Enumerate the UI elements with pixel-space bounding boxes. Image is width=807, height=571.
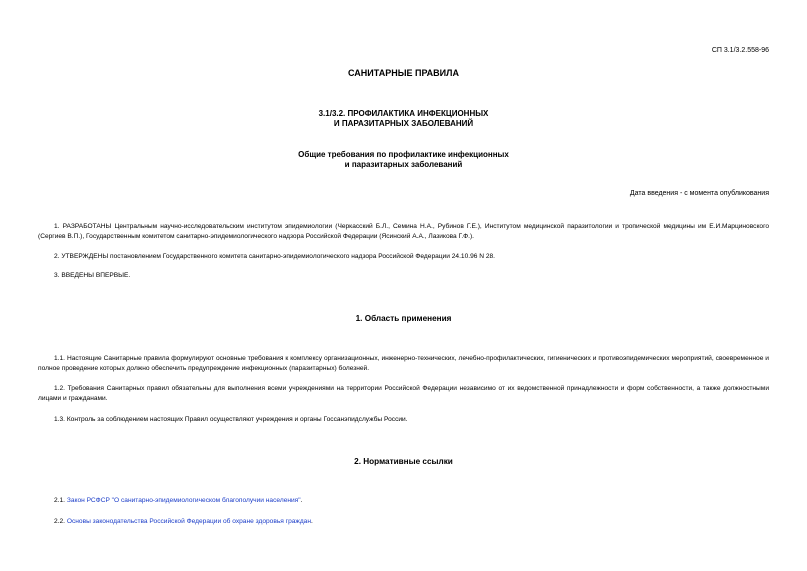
intro-date: Дата введения - с момента опубликования (629, 190, 769, 197)
paragraph-introduced: 3. ВВЕДЕНЫ ВПЕРВЫЕ. (54, 272, 131, 279)
reference-2-2-end: . (310, 518, 313, 525)
paragraph-1-3: 1.3. Контроль за соблюдением настоящих Правил осуществляют учреждения и органы Госсанэпидслужбы России. (54, 416, 408, 423)
document-id: СП 3.1/3.2.558-96 (711, 47, 769, 54)
reference-2-1-number: 2.1. (54, 497, 65, 504)
reference-2-2 (38, 517, 769, 527)
section-2-title: 2. Нормативные ссылки (354, 457, 453, 466)
paragraph-1-2: 1.2. Требования Санитарных правил обязательны для выполнения всеми учреждениями на территории Российской Федерации независимо от их ведомственной принадлежности и форм собственности, а также должностными лицами и гражданами. (38, 385, 769, 402)
doc-subtitle-line2: И ПАРАЗИТАРНЫХ ЗАБОЛЕВАНИЙ (333, 119, 474, 128)
reference-2-1-link[interactable]: Закон РСФСР "О санитарно-эпидемиологическом благополучии населения" (66, 497, 301, 504)
reference-2-2-number: 2.2. (54, 518, 65, 525)
paragraph-1-1: 1.1. Настоящие Санитарные правила формулируют основные требования к комплексу организационных, инженерно-технических, лечебно-профилактических, гигиенических и противоэпидемических мероприятий, своевременное и полное проведение которых должно обеспечить предупреждение инфекционных (паразитарных) болезней. (38, 355, 769, 372)
paragraph-approved: 2. УТВЕРЖДЕНЫ постановлением Государственного комитета санитарно-эпидемиологического надзора Российской Федерации 24.10.96 N 28. (54, 253, 496, 260)
doc-heading (0, 150, 807, 170)
paragraph-developed: 1. РАЗРАБОТАНЫ Центральным научно-исследовательским институтом эпидемиологии (Черкасский Б.Л., Семина Н.А., Рубинов Г.Е.), Институтом медицинской паразитологии и тропической медицины им Е.И.Марциновского (Сергиев В.П.), Государственным комитетом санитарно-эпидемиологического надзора Российской Федерации (Ясинский А.А., Лазикова Г.Ф.). (38, 223, 769, 240)
doc-subtitle (0, 109, 807, 129)
doc-subtitle-line1: 3.1/3.2. ПРОФИЛАКТИКА ИНФЕКЦИОННЫХ (318, 109, 489, 118)
section-1-title: 1. Область применения (355, 314, 452, 323)
reference-2-1 (38, 496, 769, 506)
reference-2-1-end: . (300, 497, 303, 504)
doc-heading-line1: Общие требования по профилактике инфекционных (298, 150, 509, 159)
doc-heading-line2: и паразитарных заболеваний (344, 160, 463, 169)
reference-2-2-link[interactable]: Основы законодательства Российской Федерации об охране здоровья граждан (66, 518, 311, 525)
doc-title: САНИТАРНЫЕ ПРАВИЛА (348, 68, 459, 78)
